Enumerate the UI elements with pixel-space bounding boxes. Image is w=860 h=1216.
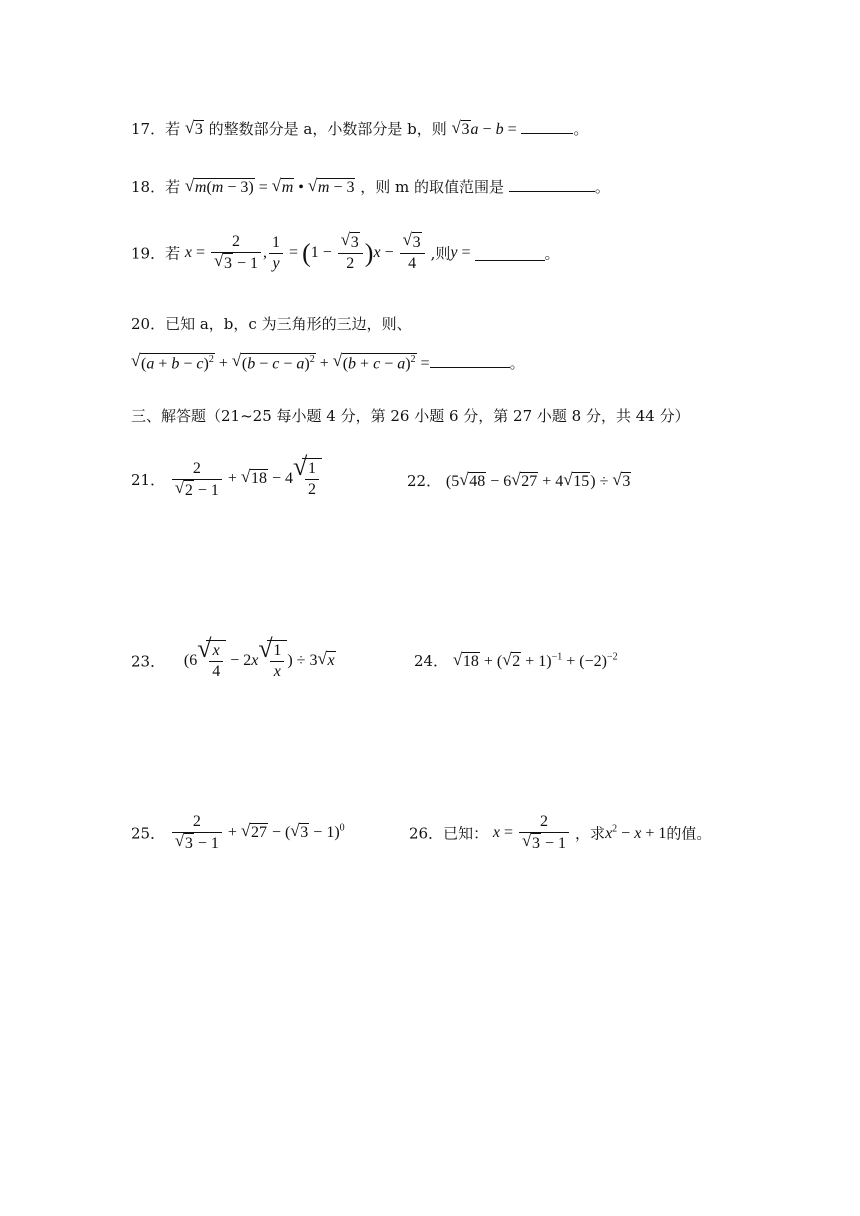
question-23: 23． (6 √ $\frac{x}{4}$ − 2x √ $\frac{1}{x}$ ) ÷ 3 √ x <box>131 634 335 680</box>
math-expr: √ 18 + ( √ $2 + 1)^{-1} + (-2)^{-2}$ <box>452 650 618 670</box>
answer-blank[interactable] <box>475 246 545 261</box>
answer-blank[interactable] <box>509 177 595 192</box>
question-18: 18．若 √ m(m − 3) = √ m • √ m − 3 ，则 m 的取值范围是 。 <box>131 176 610 196</box>
math-expr: (5 √ 48 − 6 √ 27 + 4 √ 15) ÷ √ 3 <box>445 470 631 490</box>
question-19: 19．若 x = 2 √ 3 − 1 , $\frac{1}{y}$ = (1 − √ 3 2 )x − √ 3 4 ,则y = 。 <box>131 230 560 272</box>
question-26: 26．已知： x = 2 √ 3 − 1 ，求$x^2 - x + 1$的值。 <box>409 813 712 852</box>
math-expr: √ 3a − b = <box>451 118 517 138</box>
math-expr: (6 √ $\frac{x}{4}$ − 2x √ $\frac{1}{x}$ ) ÷ 3 √ x <box>183 634 335 680</box>
answer-blank[interactable] <box>430 353 510 368</box>
question-20: 20．已知 a，b，c 为三角形的三边，则、 <box>131 315 412 333</box>
math-expr: 2 √ 3 − 1 + √ 27 − ( √ 3 − 1)$^0$ <box>170 824 345 841</box>
math-expr: √ $(a + b - c)^2$ + √ $(b - c - a)^2$ + √ $(b + c - a)^2$ = <box>131 350 430 372</box>
math-expr: $x^2 - x + 1$ <box>605 823 667 842</box>
section-heading: 三、解答题（21~25 每小题 4 分，第 26 小题 6 分，第 27 小题 8 分，共 44 分） <box>131 407 690 425</box>
math-expr: √ 3 <box>184 118 203 138</box>
question-17: 17．若 √ 3 的整数部分是 a，小数部分是 b，则 √ 3a − b = 。 <box>131 118 589 138</box>
question-21: 21． 2 √ 2 − 1 + √ 18 − 4 √ $\frac{1}{2}$ <box>131 458 322 501</box>
math-expr: 2 √ 2 − 1 + √ 18 − 4 √ $\frac{1}{2}$ <box>170 470 322 487</box>
question-24: 24． √ 18 + ( √ $2 + 1)^{-1} + (-2)^{-2}$ <box>414 650 618 670</box>
math-expr: √ m(m − 3) = √ m • √ m − 3 <box>184 176 355 196</box>
math-expr: x = 2 √ 3 − 1 , $\frac{1}{y}$ = (1 − √ 3 2 )x − √ 3 4 <box>185 244 431 261</box>
answer-blank[interactable] <box>521 119 573 134</box>
question-22: 22． (5 √ 48 − 6 √ 27 + 4 √ 15) ÷ √ 3 <box>407 470 631 490</box>
question-25: 25． 2 √ 3 − 1 + √ 27 − ( √ 3 − 1)$^0$ <box>131 813 345 852</box>
math-expr: x = 2 √ 3 − 1 <box>493 824 575 841</box>
question-20-expr: √ $(a + b - c)^2$ + √ $(b - c - a)^2$ + √ $(b + c - a)^2$ = 。 <box>131 350 525 372</box>
math-expr: y <box>450 244 458 261</box>
